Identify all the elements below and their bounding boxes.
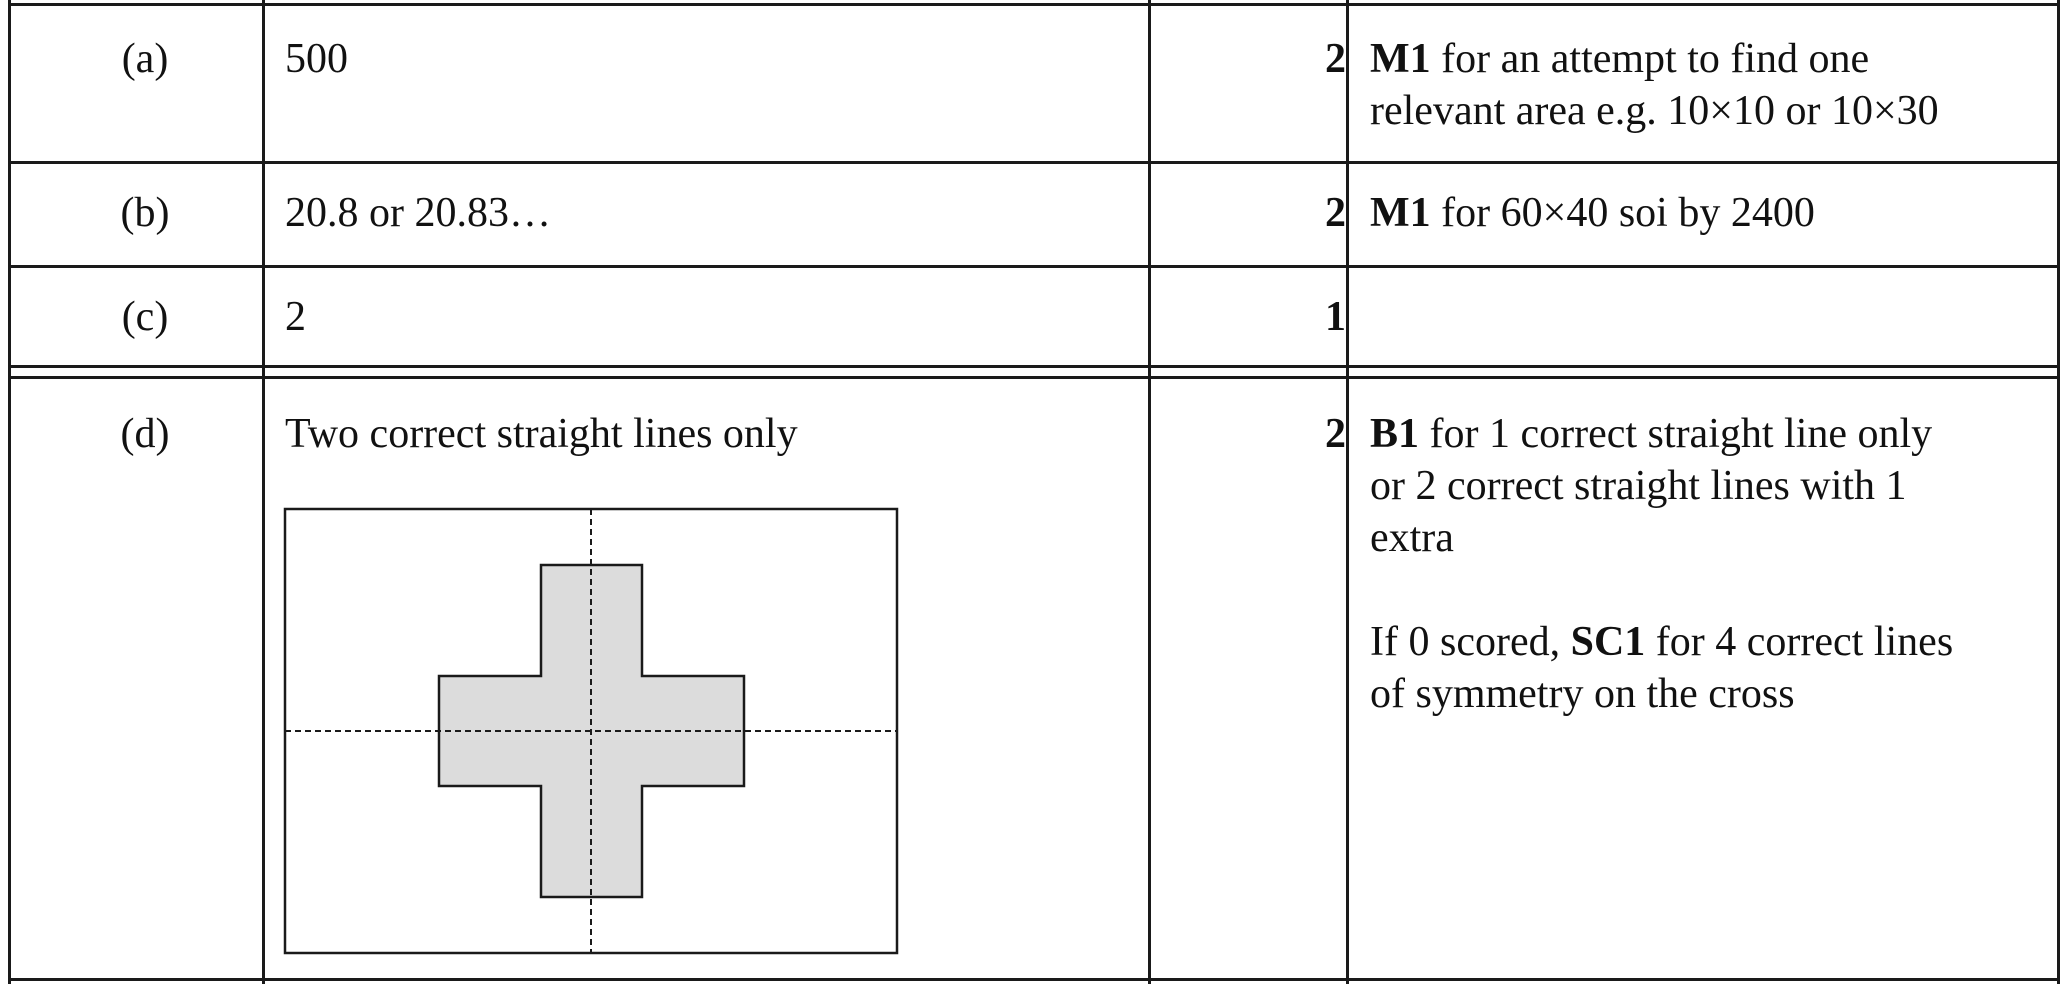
mark-b: 2: [1325, 190, 1346, 236]
guidance-line: B1 for 1 correct straight line only: [1370, 411, 1933, 457]
row-divider-c-d-1: [8, 365, 2058, 368]
guidance-line: [1370, 564, 1953, 616]
column-divider-part: [262, 0, 265, 984]
guidance-line: relevant area e.g. 10×10 or 10×30: [1370, 88, 1939, 134]
row-divider-b-c: [8, 265, 2058, 268]
mark-d: 2: [1325, 411, 1346, 457]
part-label-d: (d): [120, 411, 170, 457]
guidance-line: M1 for an attempt to find one: [1370, 36, 1870, 82]
part-label-a: (a): [121, 36, 169, 82]
table-left-border: [8, 0, 11, 984]
column-divider-answer: [1148, 0, 1151, 984]
guidance-line: of symmetry on the cross: [1370, 671, 1795, 717]
part-label-b: (b): [120, 190, 170, 236]
guidance-a: [1370, 33, 1939, 137]
answer-a: 500: [285, 36, 348, 82]
answer-b: 20.8 or 20.83…: [285, 190, 551, 236]
guidance-b: [1370, 187, 1815, 239]
answer-c: 2: [285, 294, 306, 340]
cross-symmetry-diagram: [283, 507, 903, 957]
guidance-line: If 0 scored, SC1 for 4 correct lines: [1370, 619, 1954, 665]
part-label-c: (c): [121, 294, 169, 340]
mark-a: 2: [1325, 36, 1346, 82]
guidance-line: extra: [1370, 515, 1454, 561]
column-divider-mark: [1346, 0, 1349, 984]
guidance-line: or 2 correct straight lines with 1: [1370, 463, 1907, 509]
table-top-border: [8, 3, 2058, 6]
guidance-line: M1 for 60×40 soi by 2400: [1370, 190, 1815, 236]
mark-c: 1: [1325, 294, 1346, 340]
table-right-border: [2057, 0, 2060, 984]
table-bottom-border: [8, 978, 2058, 981]
guidance-d: [1370, 408, 1953, 720]
row-divider-c-d-2: [8, 376, 2058, 379]
row-divider-a-b: [8, 161, 2058, 164]
answer-d: Two correct straight lines only: [285, 411, 798, 457]
